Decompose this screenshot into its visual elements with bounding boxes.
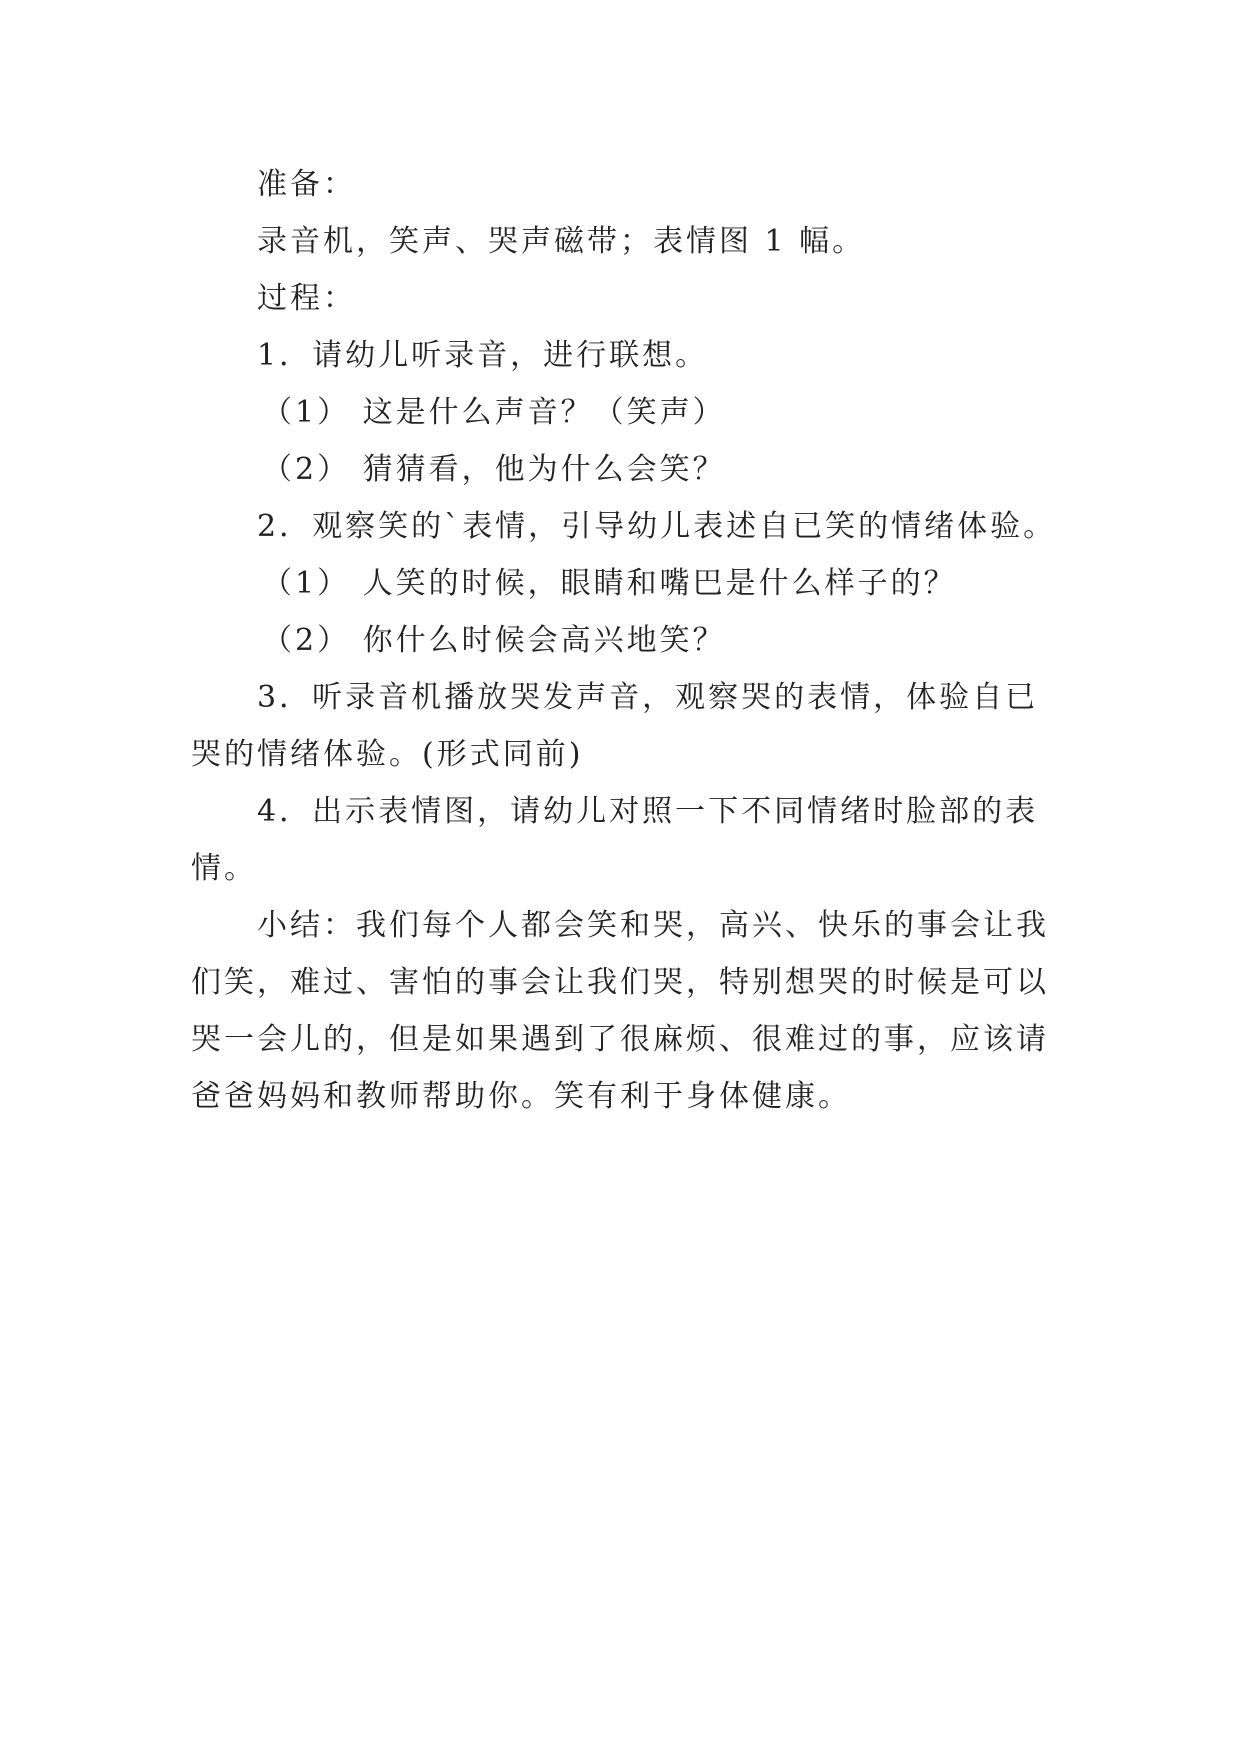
step-1: 1．请幼儿听录音，进行联想。 (257, 338, 709, 373)
summary-line-1: 小结：我们每个人都会笑和哭，高兴、快乐的事会让我 (257, 908, 1049, 943)
step-3-line-1: 3．听录音机播放哭发声音，观察哭的表情，体验自已 (257, 680, 1039, 715)
preparation-materials: 录音机，笑声、哭声磁带；表情图 1 幅。 (257, 224, 866, 259)
step-3-line-2: 哭的情绪体验。(形式同前) (191, 737, 584, 772)
summary-line-3: 哭一会儿的，但是如果遇到了很麻烦、很难过的事，应该请 (191, 1022, 1049, 1057)
step-2-question-1: （1） 人笑的时候，眼睛和嘴巴是什么样子的？ (262, 566, 957, 601)
summary-line-4: 爸爸妈妈和教师帮助你。笑有利于身体健康。 (191, 1079, 851, 1114)
summary-line-2: 们笑，难过、害怕的事会让我们哭，特别想哭的时候是可以 (191, 965, 1049, 1000)
step-2: 2．观察笑的`表情，引导幼儿表述自已笑的情绪体验。 (257, 509, 1057, 544)
heading-process: 过程： (257, 281, 356, 316)
heading-preparation: 准备： (257, 167, 356, 202)
step-4-line-2: 情。 (191, 851, 257, 886)
step-4-line-1: 4．出示表情图，请幼儿对照一下不同情绪时脸部的表 (257, 794, 1039, 829)
step-2-question-2: （2） 你什么时候会高兴地笑？ (262, 623, 726, 658)
step-1-question-2: （2） 猜猜看，他为什么会笑？ (262, 452, 726, 487)
step-1-question-1: （1） 这是什么声音？（笑声） (262, 395, 726, 430)
